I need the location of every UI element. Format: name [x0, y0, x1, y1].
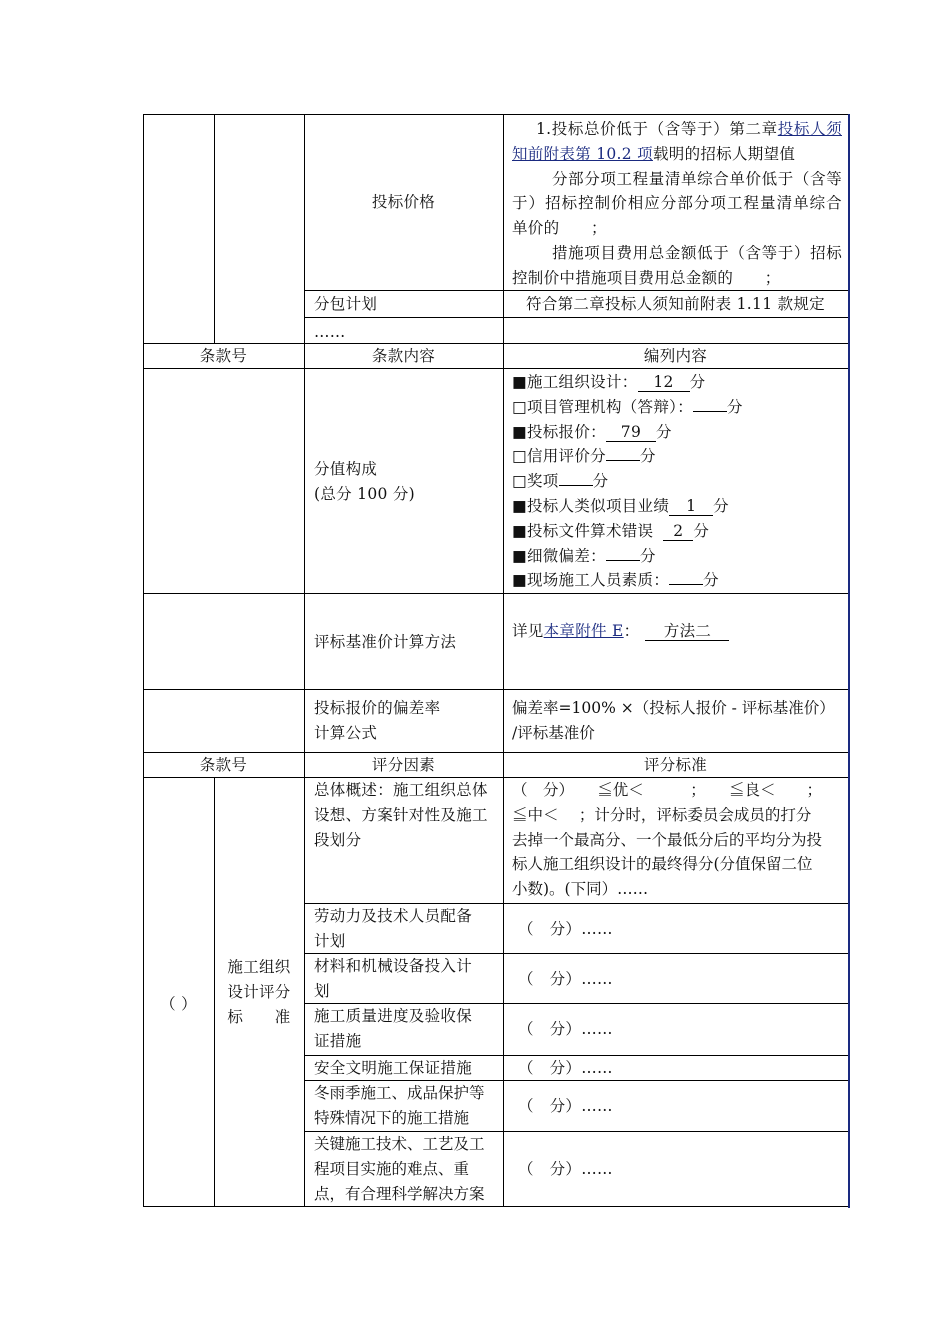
factor-quality: 施工质量进度及验收保 证措施 — [314, 1007, 473, 1050]
score-item: □项目管理机构（答辩）： 分 — [512, 397, 743, 416]
standard-special-conditions: （ 分）…… — [518, 1097, 613, 1115]
bid-price-criterion-3: 措施项目费用总金额低于（含等于）招标控制价中措施项目费用总金额的 ； — [512, 243, 842, 287]
standard-materials: （ 分）…… — [518, 970, 613, 988]
bid-price-criterion-2: 分部分项工程量清单综合单价低于（含等于）招标控制价相应分部分项工程量清单综合单价的 ； — [512, 169, 842, 238]
factor-key-technology: 关键施工技术、工艺及工 程项目实施的难点、重 点，有合理科学解决方案 — [314, 1135, 485, 1203]
header2-clause-no: 条款号 — [199, 756, 248, 774]
standard-labor: （ 分）…… — [518, 920, 613, 938]
ellipsis-row-label: …… — [314, 323, 346, 341]
bid-notice-link[interactable]: 投标人须知前附表第 10.2 项 — [512, 120, 842, 163]
standard-overview: （ 分） ≦优＜ ； ≦良＜ ； ≦中＜ ；计分时，评标委员会成员的打分 去掉一个最高分、一个最低分后的平均分为投 标人施工组织设计的最终得分(分值保留二位 小数)。(下同）…… — [512, 781, 823, 899]
appendix-e-link[interactable]: 本章附件 E — [543, 622, 624, 640]
factor-special-conditions: 冬雨季施工、成品保护等 特殊情况下的施工措施 — [314, 1084, 485, 1127]
header1-listed-content: 编列内容 — [643, 347, 708, 365]
score-item: ■投标文件算术错误 2 分 — [512, 521, 710, 540]
header1-clause-content: 条款内容 — [371, 347, 436, 365]
deviation-label: 投标报价的偏差率 计算公式 — [314, 699, 441, 742]
standard-key-technology: （ 分）…… — [518, 1160, 613, 1178]
header1-clause-no: 条款号 — [199, 347, 248, 365]
category-label: 施工组织 设计评分 标 准 — [227, 958, 291, 1026]
bid-price-criteria — [512, 117, 842, 291]
benchmark-value: 详见本章附件 E： 方法二 — [512, 619, 729, 644]
factor-safety: 安全文明施工保证措施 — [314, 1059, 473, 1077]
standard-quality: （ 分）…… — [518, 1020, 613, 1038]
score-item: ■细微偏差： 分 — [512, 546, 656, 565]
factor-overview: 总体概述：施工组织总体 设想、方案针对性及施工 段划分 — [314, 781, 488, 849]
score-item: ■现场施工人员素质： 分 — [512, 571, 719, 590]
score-item: □信用评价分 分 — [512, 447, 656, 466]
header2-scoring-factor: 评分因素 — [371, 756, 436, 774]
score-item: □奖项 分 — [512, 472, 609, 491]
header2-scoring-standard: 评分标准 — [643, 756, 708, 774]
subcontract-label: 分包计划 — [314, 295, 378, 313]
score-composition-label: 分值构成 (总分 100 分) — [314, 460, 416, 503]
benchmark-label: 评标基准价计算方法 — [314, 633, 457, 651]
subcontract-value: 符合第二章投标人须知前附表 1.11 款规定 — [526, 295, 825, 313]
bid-price-label: 投标价格 — [371, 193, 436, 211]
standard-safety: （ 分）…… — [518, 1059, 613, 1077]
score-composition-list — [512, 370, 844, 593]
score-item: ■施工组织设计： 12 分 — [512, 373, 706, 391]
deviation-formula: 偏差率=100% ×（投标人报价 - 评标基准价） /评标基准价 — [512, 699, 835, 742]
clause-no-placeholder: （ ） — [160, 995, 197, 1013]
factor-labor: 劳动力及技术人员配备 计划 — [314, 907, 473, 950]
factor-materials: 材料和机械设备投入计 划 — [314, 957, 473, 1000]
score-item: ■投标人类似项目业绩 1 分 — [512, 496, 729, 515]
bid-price-criterion-1: 1.投标总价低于（含等于）第二章投标人须知前附表第 10.2 项载明的招标人期望值 — [512, 120, 842, 163]
score-item: ■投标报价： 79 分 — [512, 422, 672, 441]
